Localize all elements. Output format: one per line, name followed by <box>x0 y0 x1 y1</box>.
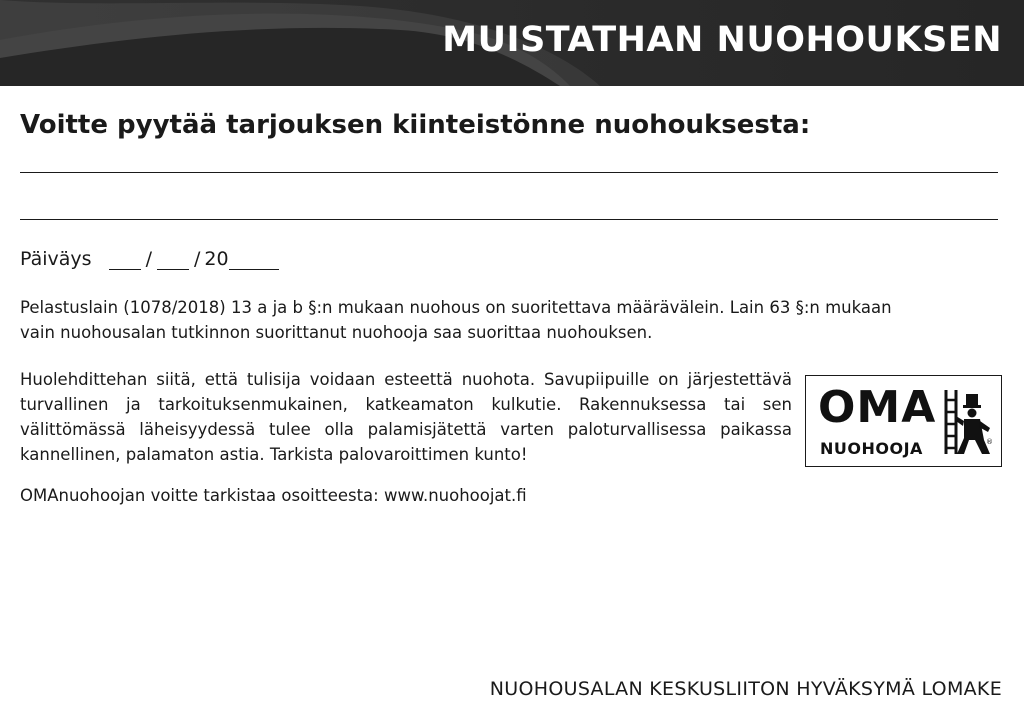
header-bar <box>0 0 1024 86</box>
month-field[interactable] <box>157 251 189 270</box>
safety-paragraph: Huolehdittehan siitä, että tulisija voidaan esteettä nuohota. Savupiipuille on järjestettävä turvallinen ja tarkoituksenmukainen, katkeamaton kulkutie. Rakennuksessa tai sen välittömässä läheisyydessä tulee olla palamisjätettä varten paloturvallisessa paikassa kannellinen, palamaton astia. Tarkista palovaroittimen kunto! <box>20 370 792 464</box>
logo-main-text: OMA <box>818 382 937 433</box>
date-separator: / <box>193 248 201 270</box>
logo-sub-text: NUOHOOJA <box>820 439 923 458</box>
page-title: MUISTATHAN NUOHOUKSEN <box>442 20 1002 60</box>
date-separator: / <box>145 248 152 270</box>
website-paragraph: OMAnuohoojan voitte tarkistaa osoitteesta: www.nuohoojat.fi <box>20 486 527 505</box>
year-field[interactable] <box>229 251 279 270</box>
year-prefix: 20 <box>204 248 229 270</box>
write-line-2[interactable] <box>20 219 998 220</box>
form-heading: Voitte pyytää tarjouksen kiinteistönne nuohouksesta: <box>20 110 811 140</box>
date-row <box>20 248 282 270</box>
oma-nuohooja-logo <box>805 375 1002 467</box>
law-paragraph <box>20 295 1010 345</box>
date-label: Päiväys <box>20 248 92 270</box>
law-paragraph-line-1: Pelastuslain (1078/2018) 13 a ja b §:n mukaan nuohous on suoritettava määrävälein. Lain 63 §:n mukaan <box>20 298 892 317</box>
law-paragraph-line-2: vain nuohousalan tutkinnon suorittanut nuohooja saa suorittaa nuohouksen. <box>20 323 653 342</box>
footer-approval-text: NUOHOUSALAN KESKUSLIITON HYVÄKSYMÄ LOMAKE <box>489 678 1002 700</box>
write-line-1[interactable] <box>20 172 998 173</box>
registered-mark: ® <box>986 438 993 446</box>
day-field[interactable] <box>109 251 141 270</box>
